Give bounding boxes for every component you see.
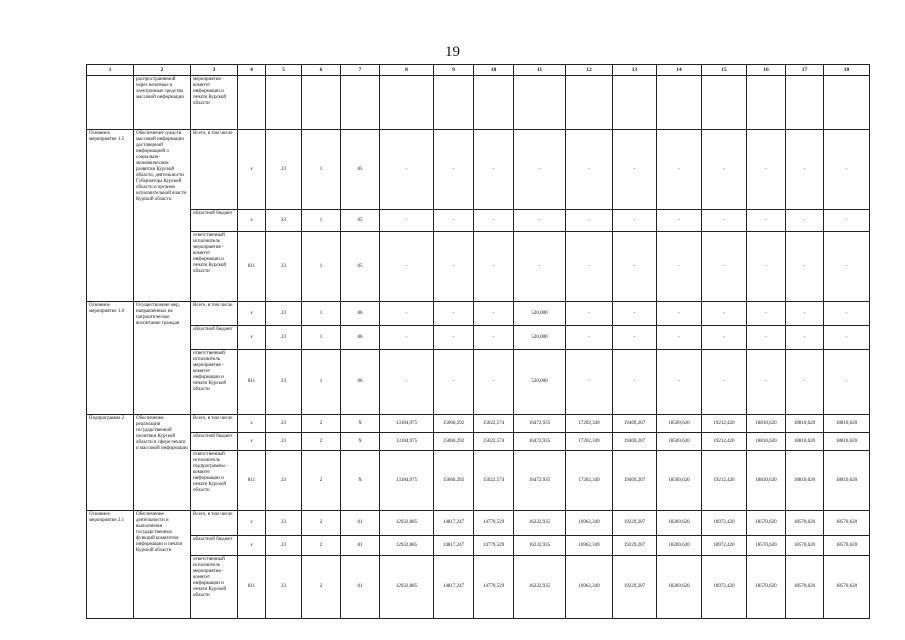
amount-cell: - [657, 232, 702, 302]
amount-cell: - [702, 350, 747, 415]
code-cell: 2 [302, 433, 341, 451]
amount-cell: 18972,420 [702, 556, 747, 619]
amount-cell: 18810,620 [824, 433, 870, 451]
amount-cell: 16962,349 [566, 511, 613, 536]
amount-cell: - [824, 302, 870, 326]
table-row [87, 556, 870, 619]
code-cell: 06 [341, 350, 380, 415]
table-row [87, 350, 870, 415]
amount-cell: 16232,935 [514, 536, 566, 556]
continuation-exec-cell: мероприятия - комитет информации и печати Курской области [191, 76, 238, 130]
amount-cell: - [657, 302, 702, 326]
code-cell: X [341, 451, 380, 511]
executor-cell: Всего, в том числе [191, 130, 238, 210]
code-cell: 1 [302, 302, 341, 326]
amount-cell: 19469,207 [613, 415, 657, 433]
amount-cell: 18570,620 [747, 536, 786, 556]
amount-cell: 18570,620 [747, 511, 786, 536]
code-cell: x [238, 302, 266, 326]
amount-cell: 18269,620 [657, 536, 702, 556]
amount-cell: - [434, 130, 474, 210]
program-description-cell: Обеспечение средств массовой информации достоверной информацией о социально-экономическом развитии Курской области, деятельности Губернатора Курской области и органов исполнительной власти Курской области [134, 130, 191, 302]
code-cell: 06 [341, 326, 380, 350]
continuation-desc-cell: распространяемой через печатные и электронные средства массовой информации [134, 76, 191, 130]
code-cell: 23 [266, 511, 302, 536]
amount-cell: - [380, 210, 434, 232]
amount-cell: - [747, 350, 786, 415]
amount-cell: 18269,620 [657, 556, 702, 619]
code-cell: 23 [266, 433, 302, 451]
amount-cell: 15022,574 [474, 433, 514, 451]
amount-cell: - [474, 130, 514, 210]
amount-cell: - [657, 130, 702, 210]
amount-cell: - [380, 130, 434, 210]
amount-cell: 17202,349 [566, 415, 613, 433]
code-cell: 23 [266, 302, 302, 326]
amount-cell: 18570,620 [747, 556, 786, 619]
amount-cell: - [657, 350, 702, 415]
amount-cell: 18972,420 [702, 511, 747, 536]
amount-cell: 15060,292 [434, 433, 474, 451]
table-row [87, 326, 870, 350]
amount-cell: 19229,207 [613, 511, 657, 536]
table-row [87, 433, 870, 451]
code-cell: 1 [302, 130, 341, 210]
amount-cell: 520,000 [514, 302, 566, 326]
code-cell: 23 [266, 451, 302, 511]
amount-cell: 14817,247 [434, 556, 474, 619]
amount-cell: 16962,349 [566, 536, 613, 556]
code-cell: 1 [302, 326, 341, 350]
amount-cell: 14817,247 [434, 511, 474, 536]
program-name-cell: Подпрограмма 2 [87, 415, 134, 511]
code-cell: 01 [341, 511, 380, 536]
amount-cell: - [514, 232, 566, 302]
code-cell: 23 [266, 210, 302, 232]
amount-cell: - [824, 210, 870, 232]
code-cell: 1 [302, 350, 341, 415]
amount-cell: - [702, 232, 747, 302]
amount-cell: 19229,207 [613, 536, 657, 556]
amount-cell: - [566, 326, 613, 350]
code-cell: x [238, 326, 266, 350]
table-row [87, 511, 870, 536]
amount-cell: 18570,620 [824, 511, 870, 536]
amount-cell: 19212,420 [702, 451, 747, 511]
amount-cell: - [786, 130, 824, 210]
code-cell: 05 [341, 210, 380, 232]
amount-cell: - [702, 210, 747, 232]
amount-cell: - [566, 130, 613, 210]
amount-cell: 14779,529 [474, 511, 514, 536]
amount-cell: 18810,620 [824, 451, 870, 511]
table-row [87, 210, 870, 232]
column-header: 3 [191, 65, 238, 76]
column-header: 5 [266, 65, 302, 76]
column-header: 9 [434, 65, 474, 76]
column-header: 2 [134, 65, 191, 76]
continuation-row [87, 76, 870, 130]
code-cell: x [238, 415, 266, 433]
code-cell: x [238, 130, 266, 210]
amount-cell: - [824, 130, 870, 210]
amount-cell: 14779,529 [474, 556, 514, 619]
amount-cell: - [434, 232, 474, 302]
amount-cell: - [824, 232, 870, 302]
amount-cell: 14779,529 [474, 536, 514, 556]
code-cell: 811 [238, 451, 266, 511]
amount-cell: - [613, 326, 657, 350]
amount-cell: 18570,620 [786, 536, 824, 556]
amount-cell: - [786, 210, 824, 232]
amount-cell: - [786, 350, 824, 415]
program-name-cell: Основное мероприятие 2.1 [87, 511, 134, 619]
amount-cell: 15060,292 [434, 415, 474, 433]
table-row [87, 536, 870, 556]
column-header: 11 [514, 65, 566, 76]
code-cell: 23 [266, 350, 302, 415]
amount-cell: - [613, 232, 657, 302]
code-cell: 05 [341, 232, 380, 302]
column-header: 4 [238, 65, 266, 76]
amount-cell: 19212,420 [702, 433, 747, 451]
budget-table [86, 64, 870, 619]
amount-cell: - [824, 350, 870, 415]
amount-cell: - [434, 210, 474, 232]
amount-cell: 18570,620 [824, 556, 870, 619]
amount-cell: 12932,885 [380, 536, 434, 556]
amount-cell: - [657, 326, 702, 350]
amount-cell: 18810,620 [786, 415, 824, 433]
amount-cell: 18509,620 [657, 451, 702, 511]
amount-cell: - [786, 326, 824, 350]
amount-cell: - [702, 130, 747, 210]
amount-cell: - [613, 130, 657, 210]
code-cell: 23 [266, 130, 302, 210]
amount-cell: - [747, 232, 786, 302]
code-cell: 811 [238, 232, 266, 302]
amount-cell: 16232,935 [514, 511, 566, 536]
amount-cell: 18972,420 [702, 536, 747, 556]
code-cell: 2 [302, 415, 341, 433]
amount-cell: - [434, 350, 474, 415]
amount-cell: - [566, 210, 613, 232]
column-header: 6 [302, 65, 341, 76]
executor-cell: областной бюджет [191, 433, 238, 451]
amount-cell: - [702, 326, 747, 350]
amount-cell: 15022,574 [474, 451, 514, 511]
amount-cell: 18570,620 [786, 556, 824, 619]
amount-cell: 18269,620 [657, 511, 702, 536]
code-cell: 23 [266, 556, 302, 619]
amount-cell: - [747, 302, 786, 326]
amount-cell: - [474, 326, 514, 350]
executor-cell: Всего, в том числе [191, 302, 238, 326]
amount-cell: - [566, 350, 613, 415]
amount-cell: 18810,620 [747, 415, 786, 433]
table-row [87, 130, 870, 210]
amount-cell: - [657, 210, 702, 232]
amount-cell: 15022,574 [474, 415, 514, 433]
program-name-cell: Основное мероприятие 1.6 [87, 302, 134, 415]
amount-cell: - [702, 302, 747, 326]
code-cell: x [238, 511, 266, 536]
table-row [87, 415, 870, 433]
code-cell: x [238, 433, 266, 451]
page-number: 19 [445, 44, 460, 60]
amount-cell: 18509,620 [657, 433, 702, 451]
amount-cell: 18509,620 [657, 415, 702, 433]
code-cell: 811 [238, 556, 266, 619]
amount-cell: 19212,420 [702, 415, 747, 433]
column-header: 10 [474, 65, 514, 76]
amount-cell: - [474, 350, 514, 415]
amount-cell: - [566, 232, 613, 302]
amount-cell: - [747, 326, 786, 350]
amount-cell: - [747, 210, 786, 232]
amount-cell: 13184,975 [380, 415, 434, 433]
amount-cell: - [474, 232, 514, 302]
executor-cell: областной бюджет [191, 536, 238, 556]
table-row [87, 302, 870, 326]
amount-cell: 18810,620 [747, 433, 786, 451]
table-body [87, 76, 870, 619]
amount-cell: - [380, 350, 434, 415]
amount-cell: 18810,620 [786, 433, 824, 451]
amount-cell: - [786, 302, 824, 326]
column-header: 16 [747, 65, 786, 76]
column-header: 18 [824, 65, 870, 76]
code-cell: 23 [266, 232, 302, 302]
amount-cell: 18810,620 [786, 451, 824, 511]
code-cell: 2 [302, 451, 341, 511]
amount-cell: - [786, 232, 824, 302]
executor-cell: ответственный исполнитель мероприятия - комитет информации и печати Курской области [191, 232, 238, 302]
amount-cell: 18570,620 [824, 536, 870, 556]
program-description-cell: Обеспечение реализации государственной политики Курской области в сфере печати и массовой информации [134, 415, 191, 511]
executor-cell: областной бюджет [191, 326, 238, 350]
column-header: 15 [702, 65, 747, 76]
amount-cell: 16232,935 [514, 556, 566, 619]
code-cell: 811 [238, 350, 266, 415]
code-cell: 06 [341, 302, 380, 326]
column-header: 17 [786, 65, 824, 76]
amount-cell: 16472,935 [514, 415, 566, 433]
amount-cell: 19229,207 [613, 556, 657, 619]
code-cell: x [238, 536, 266, 556]
code-cell: 23 [266, 326, 302, 350]
amount-cell: 15060,292 [434, 451, 474, 511]
amount-cell: - [514, 210, 566, 232]
code-cell: 2 [302, 511, 341, 536]
amount-cell: - [380, 232, 434, 302]
amount-cell: - [824, 326, 870, 350]
column-number-row [87, 65, 870, 76]
code-cell: 23 [266, 415, 302, 433]
amount-cell: - [613, 210, 657, 232]
amount-cell: - [434, 326, 474, 350]
amount-cell: - [566, 302, 613, 326]
column-header: 7 [341, 65, 380, 76]
executor-cell: Всего, в том числе [191, 511, 238, 536]
amount-cell: 19469,207 [613, 451, 657, 511]
code-cell: 23 [266, 536, 302, 556]
executor-cell: ответственный исполнитель мероприятия - комитет информации и печати Курской области [191, 556, 238, 619]
amount-cell: 16472,935 [514, 451, 566, 511]
amount-cell: - [747, 130, 786, 210]
code-cell: X [341, 433, 380, 451]
program-description-cell: Обеспечение деятельности и выполнения государственных функций комитетом информации и печати Курской области [134, 511, 191, 619]
amount-cell: 17202,349 [566, 433, 613, 451]
column-header: 8 [380, 65, 434, 76]
amount-cell: - [514, 130, 566, 210]
code-cell: x [238, 210, 266, 232]
table-row [87, 232, 870, 302]
amount-cell: - [613, 302, 657, 326]
column-header: 12 [566, 65, 613, 76]
column-header: 13 [613, 65, 657, 76]
code-cell: 01 [341, 536, 380, 556]
executor-cell: Всего, в том числе [191, 415, 238, 433]
amount-cell: - [613, 350, 657, 415]
code-cell: 1 [302, 210, 341, 232]
continuation-name-cell [87, 76, 134, 130]
program-name-cell: Основное мероприятие 1.5 [87, 130, 134, 302]
amount-cell: 16962,349 [566, 556, 613, 619]
executor-cell: областной бюджет [191, 210, 238, 232]
amount-cell: 14817,247 [434, 536, 474, 556]
column-header: 1 [87, 65, 134, 76]
amount-cell: - [434, 302, 474, 326]
code-cell: X [341, 415, 380, 433]
amount-cell: 18810,620 [824, 415, 870, 433]
amount-cell: - [380, 302, 434, 326]
code-cell: 1 [302, 232, 341, 302]
table-row [87, 451, 870, 511]
program-description-cell: Осуществление мер, направленных на патриотическое воспитание граждан [134, 302, 191, 415]
amount-cell: - [474, 210, 514, 232]
amount-cell: 19469,207 [613, 433, 657, 451]
amount-cell: 16472,935 [514, 433, 566, 451]
column-header: 14 [657, 65, 702, 76]
code-cell: 2 [302, 556, 341, 619]
executor-cell: ответственный исполнитель мероприятия - комитет информации и печати Курской области [191, 350, 238, 415]
amount-cell: - [380, 326, 434, 350]
amount-cell: 13184,975 [380, 451, 434, 511]
amount-cell: 12932,885 [380, 511, 434, 536]
code-cell: 01 [341, 556, 380, 619]
amount-cell: 520,000 [514, 326, 566, 350]
code-cell: 2 [302, 536, 341, 556]
amount-cell: 520,000 [514, 350, 566, 415]
executor-cell: ответственный исполнитель подпрограммы - комитет информации и печати Курской области [191, 451, 238, 511]
amount-cell: 13184,975 [380, 433, 434, 451]
amount-cell: 18810,620 [747, 451, 786, 511]
code-cell: 05 [341, 130, 380, 210]
amount-cell: 17202,349 [566, 451, 613, 511]
amount-cell: - [474, 302, 514, 326]
amount-cell: 12932,885 [380, 556, 434, 619]
amount-cell: 18570,620 [786, 511, 824, 536]
